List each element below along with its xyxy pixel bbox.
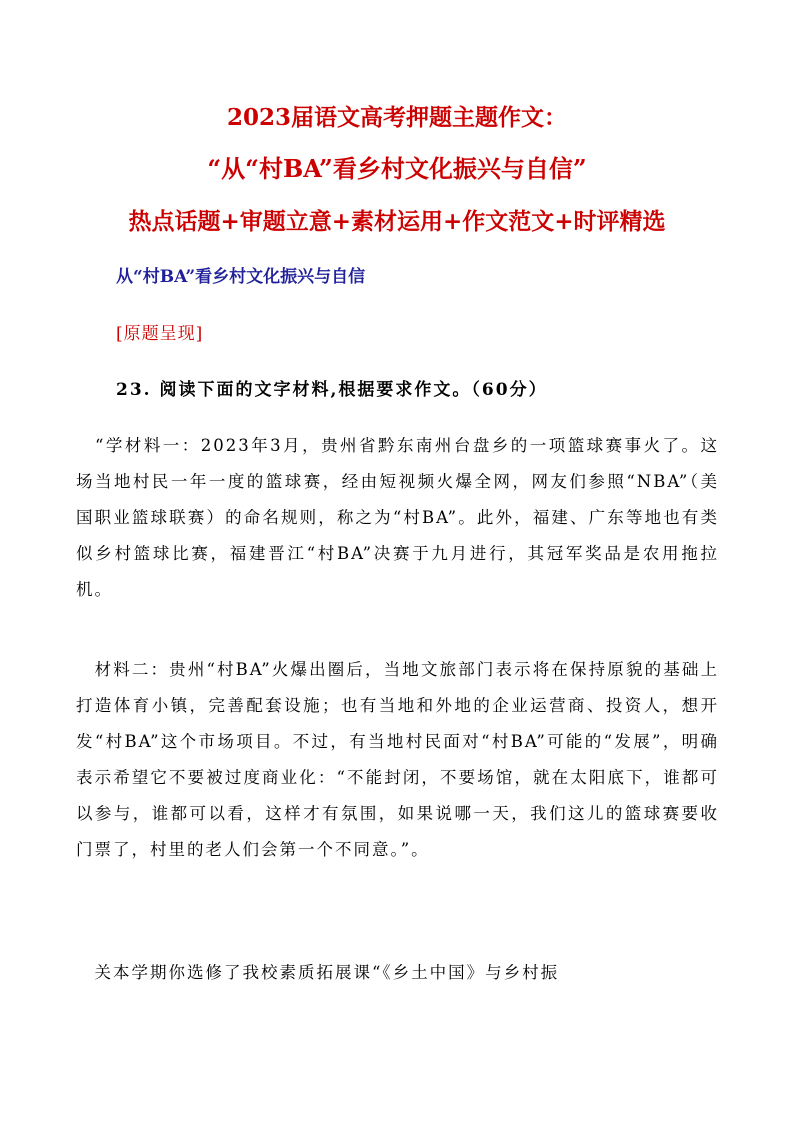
paragraph-task: 关本学期你选修了我校素质拓展课“《乡土中国》与乡村振 [76, 963, 560, 982]
question-heading: 23. 阅读下面的文字材料,根据要求作文。（60分） [116, 380, 548, 400]
subtitle: 从“村BA”看乡村文化振兴与自信 [116, 267, 366, 287]
title-line-2: “从“村BA”看乡村文化振兴与自信” [207, 154, 587, 183]
section-label: [原题呈现] [116, 324, 204, 344]
title-line-3: 热点话题+审题立意+素材运用+作文范文+时评精选 [128, 208, 666, 235]
paragraph-material-2: 材料二：贵州“村BA”火爆出圈后，当地文旅部门表示将在保持原貌的基础上打造体育小镇，完善配套设施；也有当地和外地的企业运营商、投资人，想开发“村BA”这个市场项目。不过，有当地村民面对“村BA”可能的“发展”，明确表示希望它不要被过度商业化：“不能封闭，不要场馆，就在太阳底下，谁都可以参与，谁都可以看，这样才有氛围，如果说哪一天，我们这儿的篮球赛要收门票了，村里的老人们会第一个不同意。”。 [76, 660, 719, 859]
title-line-1: 2023届语文高考押题主题作文： [226, 104, 567, 131]
paragraph-material-1: “学材料一：2023年3月，贵州省黔东南州台盘乡的一项篮球赛事火了。这场当地村民一年一度的篮球赛，经由短视频火爆全网，网友们参照“NBA”（美国职业篮球联赛）的命名规则，称之为“村BA”。此外，福建、广东等地也有类似乡村篮球比赛，福建晋江“村BA”决赛于九月进行，其冠军奖品是农用拖拉机。 [76, 436, 719, 599]
